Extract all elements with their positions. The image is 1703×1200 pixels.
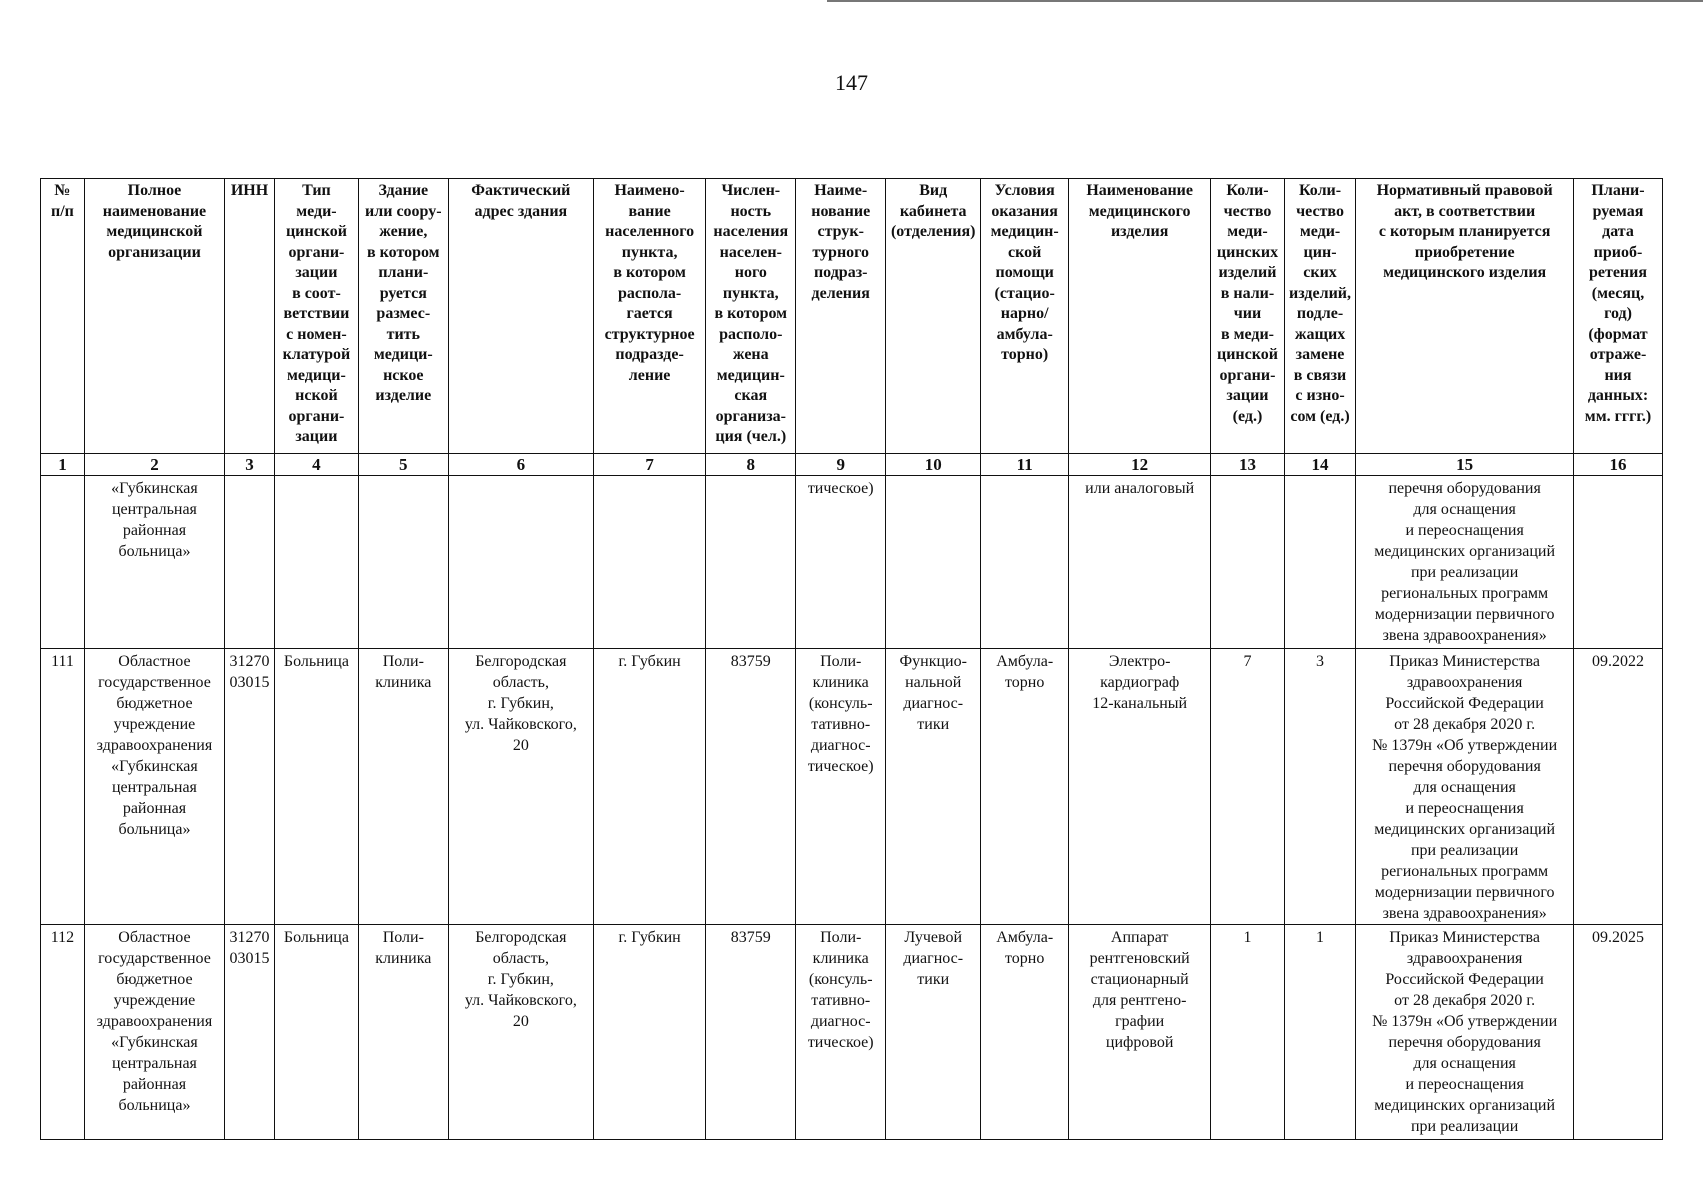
- organization-type: Больница: [275, 925, 359, 1140]
- planned-date: 09.2022: [1573, 649, 1662, 925]
- header-cell: Нормативный правовой акт, в соответствии с которым планируется приобретение медицинского изделия: [1356, 179, 1574, 454]
- structural-unit: Поли- клиника (консуль- тативно- диагнос- тическое): [796, 925, 886, 1140]
- planned-date: [1573, 476, 1662, 649]
- inn: 31270 03015: [224, 649, 274, 925]
- header-cell: Тип меди- цинской органи- зации в соот- ветствии с номен- клатурой медици- нской органи- зации: [275, 179, 359, 454]
- planned-date: 09.2025: [1573, 925, 1662, 1140]
- column-number: 3: [224, 454, 274, 476]
- care-conditions: Амбула- торно: [981, 925, 1069, 1140]
- header-cell: Коли- чество меди- цинских изделий в нали- чии в меди- цинской органи- зации (ед.): [1211, 179, 1285, 454]
- header-cell: № п/п: [41, 179, 85, 454]
- building: Поли- клиника: [358, 925, 448, 1140]
- row-number: 112: [41, 925, 85, 1140]
- header-cell: Плани- руемая дата приоб- ретения (месяц, год) (формат отраже- ния данных: мм. гггг.): [1573, 179, 1662, 454]
- header-cell: Наименование медицинского изделия: [1069, 179, 1211, 454]
- organization-type: Больница: [275, 649, 359, 925]
- qty-to-replace: 3: [1284, 649, 1356, 925]
- qty-to-replace: 1: [1284, 925, 1356, 1140]
- organization-name: «Губкинская центральная районная больница»: [84, 476, 224, 649]
- table-row: [41, 476, 1663, 649]
- device-name: или аналоговый: [1069, 476, 1211, 649]
- qty-available: 1: [1211, 925, 1285, 1140]
- header-cell: Вид кабинета (отделения): [886, 179, 981, 454]
- population: [706, 476, 796, 649]
- column-number: 12: [1069, 454, 1211, 476]
- header-cell: ИНН: [224, 179, 274, 454]
- care-conditions: [981, 476, 1069, 649]
- header-cell: Коли- чество меди- цин- ских изделий, подле- жащих замене в связи с изно- сом (ед.): [1284, 179, 1356, 454]
- header-cell: Полное наименование медицинской организации: [84, 179, 224, 454]
- legal-act: Приказ Министерства здравоохранения Российской Федерации от 28 декабря 2020 г. № 1379н «Об утверждении перечня оборудования для оснащения и переоснащения медицинских организаций при реализации региональных программ модернизации первичного звена здравоохранения»: [1356, 649, 1574, 925]
- locality: г. Губкин: [593, 925, 705, 1140]
- header-cell: Наиме- нование струк- турного подраз- деления: [796, 179, 886, 454]
- structural-unit: тическое): [796, 476, 886, 649]
- column-number: 9: [796, 454, 886, 476]
- cabinet-type: Лучевой диагнос- тики: [886, 925, 981, 1140]
- column-number: 8: [706, 454, 796, 476]
- column-number: 16: [1573, 454, 1662, 476]
- population: 83759: [706, 649, 796, 925]
- page-number: 147: [835, 70, 868, 95]
- address: [448, 476, 593, 649]
- locality: г. Губкин: [593, 649, 705, 925]
- table-row: [41, 925, 1663, 1140]
- address: Белгородская область, г. Губкин, ул. Чайковского, 20: [448, 649, 593, 925]
- column-number-row: [41, 454, 1663, 476]
- building: Поли- клиника: [358, 649, 448, 925]
- column-number: 10: [886, 454, 981, 476]
- inn: [224, 476, 274, 649]
- header-cell: Здание или соору- жение, в котором плани- руется размес- тить медици- нское изделие: [358, 179, 448, 454]
- column-number: 13: [1211, 454, 1285, 476]
- table-row: [41, 649, 1663, 925]
- device-name: Аппарат рентгеновский стационарный для рентгено- графии цифровой: [1069, 925, 1211, 1140]
- qty-available: 7: [1211, 649, 1285, 925]
- organization-type: [275, 476, 359, 649]
- column-number: 5: [358, 454, 448, 476]
- organization-name: Областное государственное бюджетное учреждение здравоохранения «Губкинская центральная районная больница»: [84, 925, 224, 1140]
- column-number: 4: [275, 454, 359, 476]
- cabinet-type: Функцио- нальной диагнос- тики: [886, 649, 981, 925]
- population: 83759: [706, 925, 796, 1140]
- header-cell: Числен- ность населения населен- ного пункта, в котором располо- жена медицин- ская организа- ция (чел.): [706, 179, 796, 454]
- structural-unit: Поли- клиника (консуль- тативно- диагнос- тическое): [796, 649, 886, 925]
- building: [358, 476, 448, 649]
- cabinet-type: [886, 476, 981, 649]
- locality: [593, 476, 705, 649]
- column-number: 7: [593, 454, 705, 476]
- legal-act: Приказ Министерства здравоохранения Российской Федерации от 28 декабря 2020 г. № 1379н «Об утверждении перечня оборудования для оснащения и переоснащения медицинских организаций при реализации: [1356, 925, 1574, 1140]
- care-conditions: Амбула- торно: [981, 649, 1069, 925]
- device-name: Электро- кардиограф 12-канальный: [1069, 649, 1211, 925]
- column-number: 6: [448, 454, 593, 476]
- row-number: 111: [41, 649, 85, 925]
- qty-to-replace: [1284, 476, 1356, 649]
- qty-available: [1211, 476, 1285, 649]
- organization-name: Областное государственное бюджетное учреждение здравоохранения «Губкинская центральная районная больница»: [84, 649, 224, 925]
- column-number: 2: [84, 454, 224, 476]
- header-cell: Фактический адрес здания: [448, 179, 593, 454]
- inn: 31270 03015: [224, 925, 274, 1140]
- header-cell: Наимено- вание населенного пункта, в котором распола- гается структурное подразде- ление: [593, 179, 705, 454]
- top-rule: [827, 0, 1703, 2]
- column-number: 14: [1284, 454, 1356, 476]
- legal-act: перечня оборудования для оснащения и переоснащения медицинских организаций при реализации региональных программ модернизации первичного звена здравоохранения»: [1356, 476, 1574, 649]
- column-number: 11: [981, 454, 1069, 476]
- address: Белгородская область, г. Губкин, ул. Чайковского, 20: [448, 925, 593, 1140]
- column-number: 1: [41, 454, 85, 476]
- header-row: [41, 179, 1663, 454]
- column-number: 15: [1356, 454, 1574, 476]
- row-number: [41, 476, 85, 649]
- equipment-table: [40, 178, 1663, 1140]
- header-cell: Условия оказания медицин- ской помощи (стацио- нарно/ амбула- торно): [981, 179, 1069, 454]
